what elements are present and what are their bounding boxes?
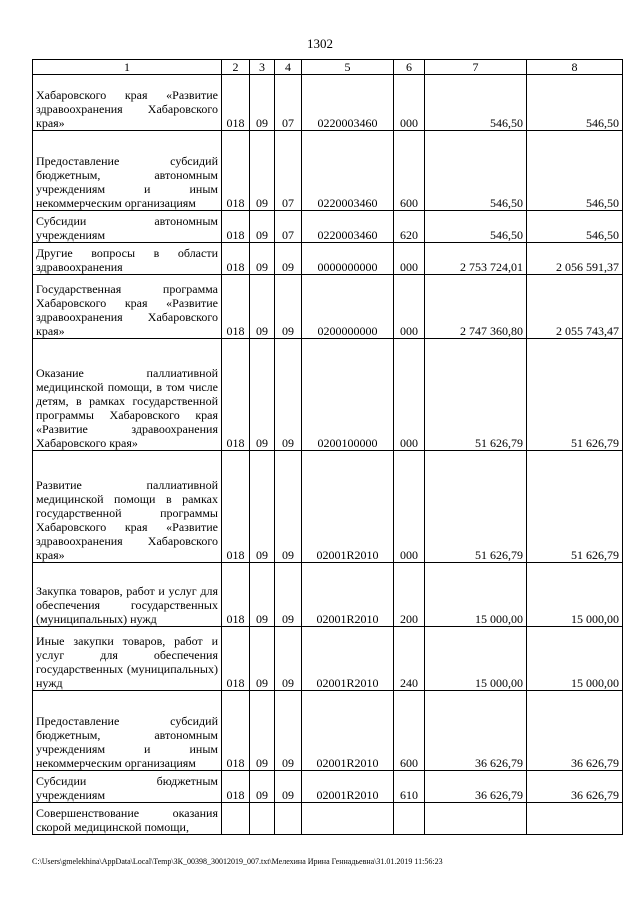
cell-expense-type: 000 <box>394 339 425 451</box>
cell-amount-1: 15 000,00 <box>425 563 527 627</box>
page-number: 1302 <box>307 36 333 51</box>
cell-amount-2: 2 055 743,47 <box>527 275 623 339</box>
cell-ministry <box>222 803 250 835</box>
table-row <box>33 771 623 803</box>
cell-amount-1: 2 753 724,01 <box>425 243 527 275</box>
row-name: Хабаровского края «Развитие здравоохранения Хабаровского края» <box>33 75 222 131</box>
cell-target-code: 0200000000 <box>302 275 394 339</box>
cell-section: 09 <box>250 243 275 275</box>
cell-ministry: 018 <box>222 627 250 691</box>
cell-section <box>250 803 275 835</box>
cell-target-code: 0220003460 <box>302 131 394 211</box>
cell-amount-2: 2 056 591,37 <box>527 243 623 275</box>
cell-ministry: 018 <box>222 563 250 627</box>
cell-amount-1: 546,50 <box>425 131 527 211</box>
cell-expense-type: 000 <box>394 275 425 339</box>
cell-section: 09 <box>250 275 275 339</box>
table-row <box>33 243 623 275</box>
row-name: Государственная программа Хабаровского края «Развитие здравоохранения Хабаровского края» <box>33 275 222 339</box>
table-row <box>33 803 623 835</box>
column-header: 2 <box>222 60 250 75</box>
cell-amount-2: 546,50 <box>527 211 623 243</box>
cell-expense-type: 600 <box>394 131 425 211</box>
cell-subsection: 09 <box>275 771 302 803</box>
cell-subsection: 09 <box>275 243 302 275</box>
cell-amount-1: 51 626,79 <box>425 339 527 451</box>
cell-ministry: 018 <box>222 243 250 275</box>
cell-subsection: 09 <box>275 691 302 771</box>
table-row <box>33 451 623 563</box>
column-header: 1 <box>33 60 222 75</box>
column-header: 5 <box>302 60 394 75</box>
cell-ministry: 018 <box>222 75 250 131</box>
column-header: 7 <box>425 60 527 75</box>
cell-subsection: 07 <box>275 131 302 211</box>
table-row <box>33 131 623 211</box>
table-row <box>33 339 623 451</box>
row-name: Закупка товаров, работ и услуг для обеспечения государственных (муниципальных) нужд <box>33 563 222 627</box>
cell-amount-2: 51 626,79 <box>527 339 623 451</box>
cell-section: 09 <box>250 211 275 243</box>
cell-expense-type: 600 <box>394 691 425 771</box>
cell-amount-2: 36 626,79 <box>527 691 623 771</box>
table-row <box>33 275 623 339</box>
table-row <box>33 691 623 771</box>
table-row <box>33 563 623 627</box>
cell-section: 09 <box>250 451 275 563</box>
cell-target-code: 02001R2010 <box>302 563 394 627</box>
cell-expense-type: 200 <box>394 563 425 627</box>
row-name: Предоставление субсидий бюджетным, автономным учреждениям и иным некоммерческим организациям <box>33 131 222 211</box>
cell-amount-1: 15 000,00 <box>425 627 527 691</box>
cell-section: 09 <box>250 131 275 211</box>
cell-ministry: 018 <box>222 275 250 339</box>
row-name: Субсидии автономным учреждениям <box>33 211 222 243</box>
header-row <box>33 60 623 75</box>
file-path-footer: C:\Users\gmelekhina\AppData\Local\Temp\ЗК_00398_30012019_007.txt\Мелехина Ирина Геннадьевна\31.01.2019 11:56:23 <box>32 857 443 866</box>
cell-ministry: 018 <box>222 211 250 243</box>
column-header: 8 <box>527 60 623 75</box>
table-row <box>33 75 623 131</box>
cell-section: 09 <box>250 691 275 771</box>
cell-subsection: 09 <box>275 563 302 627</box>
cell-expense-type <box>394 803 425 835</box>
row-name: Предоставление субсидий бюджетным, автономным учреждениям и иным некоммерческим организациям <box>33 691 222 771</box>
cell-section: 09 <box>250 627 275 691</box>
cell-expense-type: 000 <box>394 243 425 275</box>
cell-amount-2: 51 626,79 <box>527 451 623 563</box>
cell-subsection: 09 <box>275 451 302 563</box>
cell-expense-type: 240 <box>394 627 425 691</box>
cell-amount-2 <box>527 803 623 835</box>
cell-section: 09 <box>250 75 275 131</box>
cell-amount-1: 546,50 <box>425 75 527 131</box>
column-header: 3 <box>250 60 275 75</box>
table-row <box>33 627 623 691</box>
cell-amount-1: 36 626,79 <box>425 771 527 803</box>
cell-section: 09 <box>250 563 275 627</box>
cell-target-code: 02001R2010 <box>302 691 394 771</box>
table-row <box>33 211 623 243</box>
cell-amount-1: 36 626,79 <box>425 691 527 771</box>
row-name: Иные закупки товаров, работ и услуг для обеспечения государственных (муниципальных) нужд <box>33 627 222 691</box>
row-name: Оказание паллиативной медицинской помощи, в том числе детям, в рамках государственной программы Хабаровского края «Развитие здравоохранения Хабаровского края» <box>33 339 222 451</box>
cell-amount-1: 546,50 <box>425 211 527 243</box>
cell-amount-2: 36 626,79 <box>527 771 623 803</box>
cell-expense-type: 000 <box>394 75 425 131</box>
cell-amount-2: 546,50 <box>527 75 623 131</box>
row-name: Развитие паллиативной медицинской помощи в рамках государственной программы Хабаровского края «Развитие здравоохранения Хабаровского края» <box>33 451 222 563</box>
cell-subsection: 09 <box>275 627 302 691</box>
cell-target-code: 02001R2010 <box>302 627 394 691</box>
cell-subsection: 09 <box>275 339 302 451</box>
cell-target-code: 0220003460 <box>302 75 394 131</box>
cell-expense-type: 000 <box>394 451 425 563</box>
cell-ministry: 018 <box>222 771 250 803</box>
row-name: Субсидии бюджетным учреждениям <box>33 771 222 803</box>
column-header: 6 <box>394 60 425 75</box>
cell-subsection <box>275 803 302 835</box>
budget-table <box>32 59 623 835</box>
cell-ministry: 018 <box>222 131 250 211</box>
row-name: Другие вопросы в области здравоохранения <box>33 243 222 275</box>
cell-amount-2: 546,50 <box>527 131 623 211</box>
cell-target-code: 0220003460 <box>302 211 394 243</box>
cell-amount-1 <box>425 803 527 835</box>
cell-target-code: 02001R2010 <box>302 771 394 803</box>
column-header: 4 <box>275 60 302 75</box>
cell-subsection: 07 <box>275 211 302 243</box>
cell-expense-type: 620 <box>394 211 425 243</box>
cell-amount-1: 51 626,79 <box>425 451 527 563</box>
cell-target-code <box>302 803 394 835</box>
cell-amount-2: 15 000,00 <box>527 627 623 691</box>
cell-amount-2: 15 000,00 <box>527 563 623 627</box>
cell-subsection: 07 <box>275 75 302 131</box>
cell-target-code: 02001R2010 <box>302 451 394 563</box>
cell-section: 09 <box>250 339 275 451</box>
row-name: Совершенствование оказания скорой медицинской помощи, <box>33 803 222 835</box>
cell-ministry: 018 <box>222 339 250 451</box>
cell-subsection: 09 <box>275 275 302 339</box>
cell-ministry: 018 <box>222 451 250 563</box>
cell-expense-type: 610 <box>394 771 425 803</box>
cell-section: 09 <box>250 771 275 803</box>
cell-ministry: 018 <box>222 691 250 771</box>
cell-amount-1: 2 747 360,80 <box>425 275 527 339</box>
cell-target-code: 0200100000 <box>302 339 394 451</box>
cell-target-code: 0000000000 <box>302 243 394 275</box>
